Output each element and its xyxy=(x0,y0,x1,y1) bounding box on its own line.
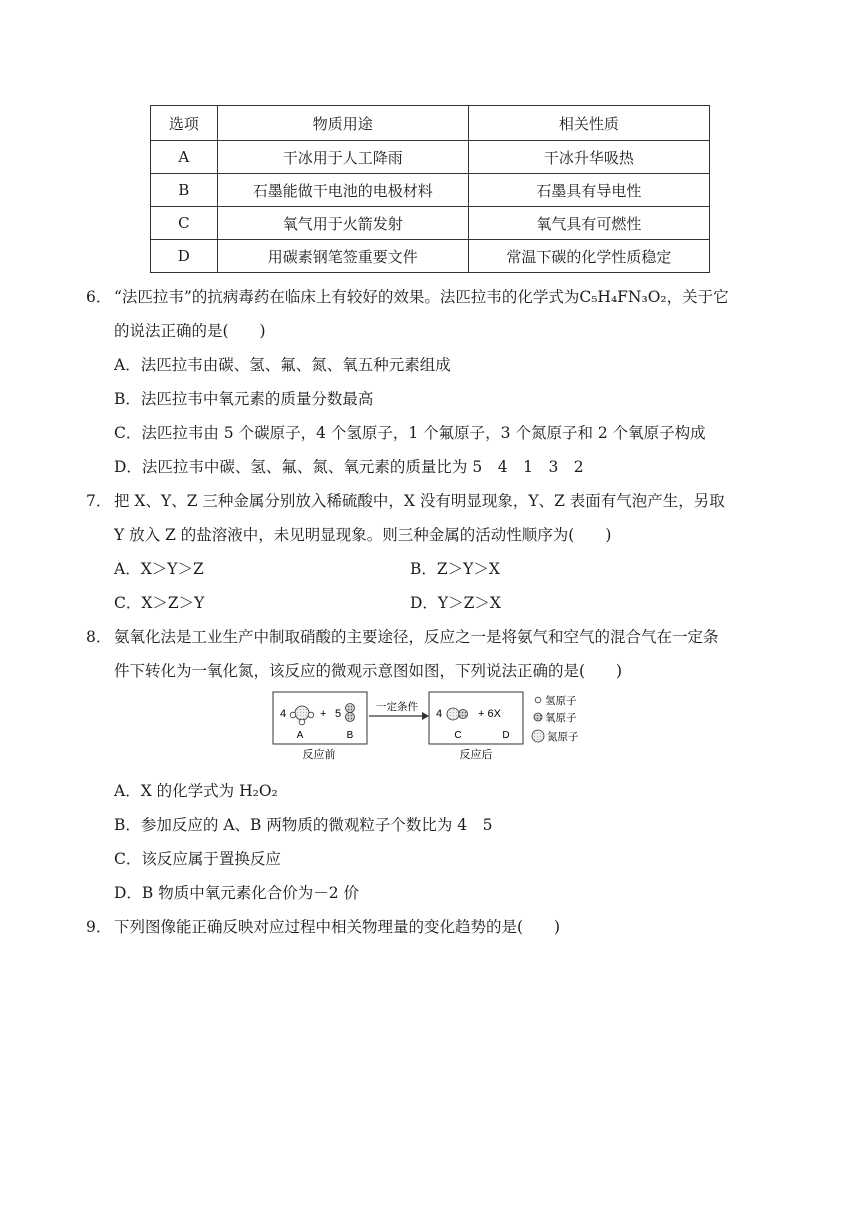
option-d[interactable]: D．法匹拉韦中碳、氢、氟、氮、氧元素的质量比为 5 4 1 3 2 xyxy=(114,458,584,476)
coefficient-d: + 6X xyxy=(478,708,501,720)
option-b[interactable]: B．法匹拉韦中氧元素的质量分数最高 xyxy=(114,390,374,408)
table-cell: 氧气具有可燃性 xyxy=(468,207,709,240)
stem-text: ，关于它 xyxy=(666,288,729,306)
chemical-formula: C₅H₄FN₃O₂ xyxy=(579,288,667,306)
table-cell: B xyxy=(151,174,218,207)
coefficient-a: 4 xyxy=(280,708,287,720)
label-d: D xyxy=(502,730,510,741)
condition-label: 一定条件 xyxy=(376,701,418,713)
option-c[interactable]: C．该反应属于置换反应 xyxy=(114,850,281,868)
option-c[interactable]: C．法匹拉韦由 5 个碳原子，4 个氢原子，1 个氟原子，3 个氮原子和 2 个氧原子构成 xyxy=(114,424,706,442)
question-number: 7． xyxy=(86,492,112,510)
stem-text: 氨氧化法是工业生产中制取硝酸的主要途径，反应之一是将氨气和空气的混合气在一定条 xyxy=(114,628,719,646)
legend-nitrogen: 氮原子 xyxy=(547,731,579,743)
question-stem xyxy=(86,620,766,654)
question-stem xyxy=(86,484,766,518)
stem-text: 把 X、Y、Z 三种金属分别放入稀硫酸中，X 没有明显现象，Y、Z 表面有气泡产生，另取 xyxy=(114,492,725,510)
table-row xyxy=(151,207,710,240)
label-a: A xyxy=(296,730,304,741)
table-cell: 石墨具有导电性 xyxy=(468,174,709,207)
table-header: 物质用途 xyxy=(217,106,468,141)
option-a[interactable]: A．X＞Y＞Z xyxy=(114,560,204,578)
option-b[interactable]: B．Z＞Y＞X xyxy=(410,560,500,578)
table-row xyxy=(151,240,710,273)
coefficient-b: 5 xyxy=(335,708,342,720)
reaction-micro-diagram xyxy=(272,690,592,766)
table-cell: 干冰升华吸热 xyxy=(468,141,709,174)
question-stem xyxy=(86,910,766,944)
label-b: B xyxy=(346,730,354,741)
table-row xyxy=(151,141,710,174)
stem-text: 下列图像能正确反映对应过程中相关物理量的变化趋势的是( ) xyxy=(114,918,561,936)
table-cell: 用碳素钢笔签重要文件 xyxy=(217,240,468,273)
option-b[interactable]: B．参加反应的 A、B 两物质的微观粒子个数比为 4 5 xyxy=(114,816,493,834)
oxygen-atom-icon xyxy=(534,713,542,721)
table-cell: 常温下碳的化学性质稳定 xyxy=(468,240,709,273)
table-row xyxy=(151,174,710,207)
option-a[interactable]: A．法匹拉韦由碳、氢、氟、氮、氧五种元素组成 xyxy=(114,356,451,374)
plus-sign: + xyxy=(320,708,327,720)
question-7 xyxy=(86,484,766,620)
table-cell: C xyxy=(151,207,218,240)
table-header: 相关性质 xyxy=(468,106,709,141)
coefficient-c: 4 xyxy=(436,708,443,720)
table-header-row xyxy=(151,106,710,141)
table-cell: 石墨能做干电池的电极材料 xyxy=(217,174,468,207)
option-c[interactable]: C．X＞Z＞Y xyxy=(114,594,205,612)
table-cell: A xyxy=(151,141,218,174)
question-9 xyxy=(86,910,766,944)
hydrogen-atom-icon xyxy=(535,697,541,703)
question-8-options xyxy=(86,774,766,910)
legend-hydrogen: 氢原子 xyxy=(545,695,577,707)
table-cell: 干冰用于人工降雨 xyxy=(217,141,468,174)
arrow-head-icon xyxy=(422,712,429,720)
nitric-oxide-molecule xyxy=(447,708,468,720)
legend-oxygen: 氧原子 xyxy=(545,712,577,724)
before-label: 反应前 xyxy=(302,749,336,761)
stem-text: “法匹拉韦”的抗病毒药在临床上有较好的效果。法匹拉韦的化学式为 xyxy=(114,288,580,306)
oxygen-molecule xyxy=(346,704,355,722)
table-header: 选项 xyxy=(151,106,218,141)
table-cell: 氧气用于火箭发射 xyxy=(217,207,468,240)
question-number: 9． xyxy=(86,918,112,936)
question-6 xyxy=(86,280,766,484)
option-a[interactable]: A．X 的化学式为 H₂O₂ xyxy=(114,782,278,800)
after-label: 反应后 xyxy=(459,749,493,761)
question-number: 8． xyxy=(86,628,112,646)
stem-text: Y 放入 Z 的盐溶液中，未见明显现象。则三种金属的活动性顺序为( ) xyxy=(114,526,612,544)
label-c: C xyxy=(454,730,462,741)
ammonia-molecule xyxy=(290,706,314,725)
legend xyxy=(532,694,579,743)
nitrogen-atom-icon xyxy=(532,730,544,742)
question-number: 6． xyxy=(86,288,112,306)
question-stem xyxy=(86,280,766,314)
stem-text: 的说法正确的是( ) xyxy=(114,322,266,340)
stem-text: 件下转化为一氧化氮，该反应的微观示意图如图，下列说法正确的是( ) xyxy=(114,662,623,680)
table-cell: D xyxy=(151,240,218,273)
options-table xyxy=(150,105,710,273)
question-8 xyxy=(86,620,766,688)
option-d[interactable]: D．B 物质中氧元素化合价为－2 价 xyxy=(114,884,360,902)
option-d[interactable]: D．Y＞Z＞X xyxy=(410,594,501,612)
